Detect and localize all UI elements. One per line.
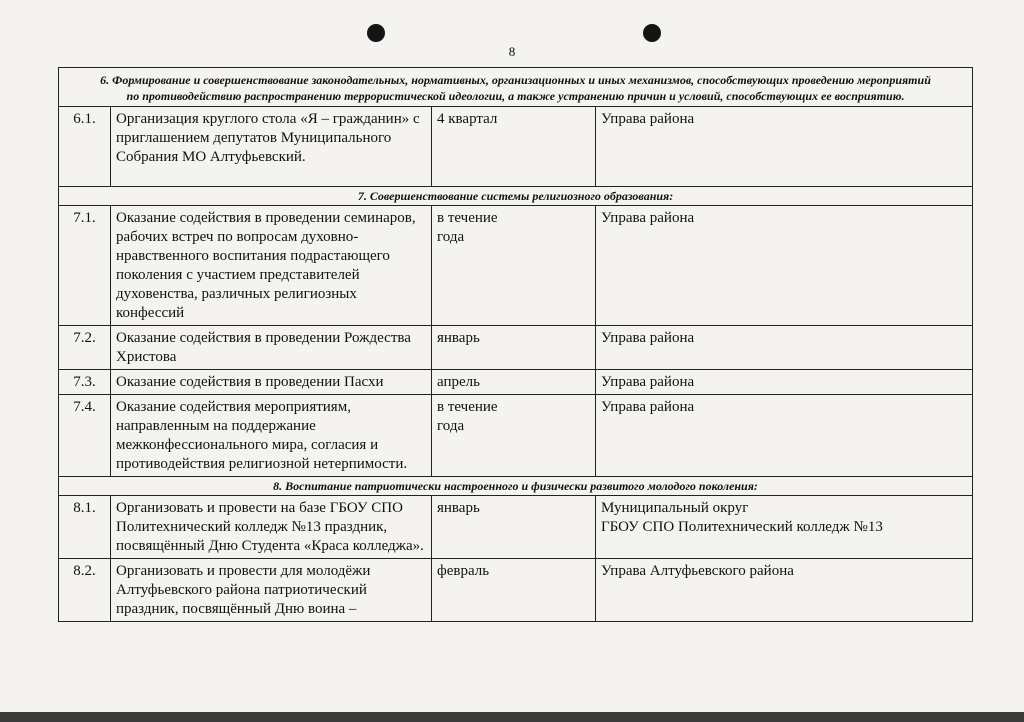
scan-edge <box>0 712 1024 722</box>
row-term: апрель <box>432 370 596 395</box>
plan-table <box>58 67 973 622</box>
row-event: Организовать и провести для молодёжи Алтуфьевского района патриотический праздник, посвящённый Дню воина – <box>111 559 432 622</box>
row-responsible: Муниципальный округ ГБОУ СПО Политехнический колледж №13 <box>596 496 973 559</box>
punch-hole-left <box>367 24 385 42</box>
row-term: в течение года <box>432 206 596 326</box>
row-term: январь <box>432 496 596 559</box>
row-number: 7.4. <box>59 395 111 477</box>
row-responsible: Управа района <box>596 370 973 395</box>
section-title: 6. Формирование и совершенствование законодательных, нормативных, организационных и иных механизмов, способствующих проведению мероприятий по противодействию распространению террористической идеологии, а также устранению причин и условий, способствующих ее восприятию. <box>59 68 973 107</box>
row-number: 8.2. <box>59 559 111 622</box>
row-event: Оказание содействия в проведении Пасхи <box>111 370 432 395</box>
row-event: Оказание содействия в проведении семинаров, рабочих встреч по вопросам духовно-нравственного воспитания подрастающего поколения с участием представителей духовенства, различных религиозных конфессий <box>111 206 432 326</box>
row-number: 7.1. <box>59 206 111 326</box>
row-event: Оказание содействия в проведении Рождества Христова <box>111 326 432 370</box>
row-term: в течение года <box>432 395 596 477</box>
row-responsible: Управа Алтуфьевского района <box>596 559 973 622</box>
table-row <box>59 206 973 326</box>
table-row <box>59 496 973 559</box>
row-number: 8.1. <box>59 496 111 559</box>
table-row <box>59 326 973 370</box>
punch-hole-right <box>643 24 661 42</box>
row-responsible: Управа района <box>596 395 973 477</box>
row-event: Организация круглого стола «Я – гражданин» с приглашением депутатов Муниципального Собрания МО Алтуфьевский. <box>111 107 432 187</box>
section-header-7 <box>59 187 973 206</box>
section-title: 7. Совершенствование системы религиозного образования: <box>59 187 973 206</box>
page-number: 8 <box>508 44 516 59</box>
section-title: 8. Воспитание патриотически настроенного и физически развитого молодого поколения: <box>59 477 973 496</box>
section-header-8 <box>59 477 973 496</box>
row-number: 6.1. <box>59 107 111 187</box>
row-responsible: Управа района <box>596 107 973 187</box>
row-event: Оказание содействия мероприятиям, направленным на поддержание межконфессионального мира, согласия и противодействия религиозной нетерпимости. <box>111 395 432 477</box>
row-responsible: Управа района <box>596 206 973 326</box>
table-row <box>59 370 973 395</box>
section-header-6 <box>59 68 973 107</box>
table-row <box>59 107 973 187</box>
row-number: 7.2. <box>59 326 111 370</box>
row-term: февраль <box>432 559 596 622</box>
row-term: январь <box>432 326 596 370</box>
row-term: 4 квартал <box>432 107 596 187</box>
table-row <box>59 559 973 622</box>
table-row <box>59 395 973 477</box>
row-responsible: Управа района <box>596 326 973 370</box>
row-event: Организовать и провести на базе ГБОУ СПО Политехнический колледж №13 праздник, посвящённый Дню Студента «Краса колледжа». <box>111 496 432 559</box>
row-number: 7.3. <box>59 370 111 395</box>
